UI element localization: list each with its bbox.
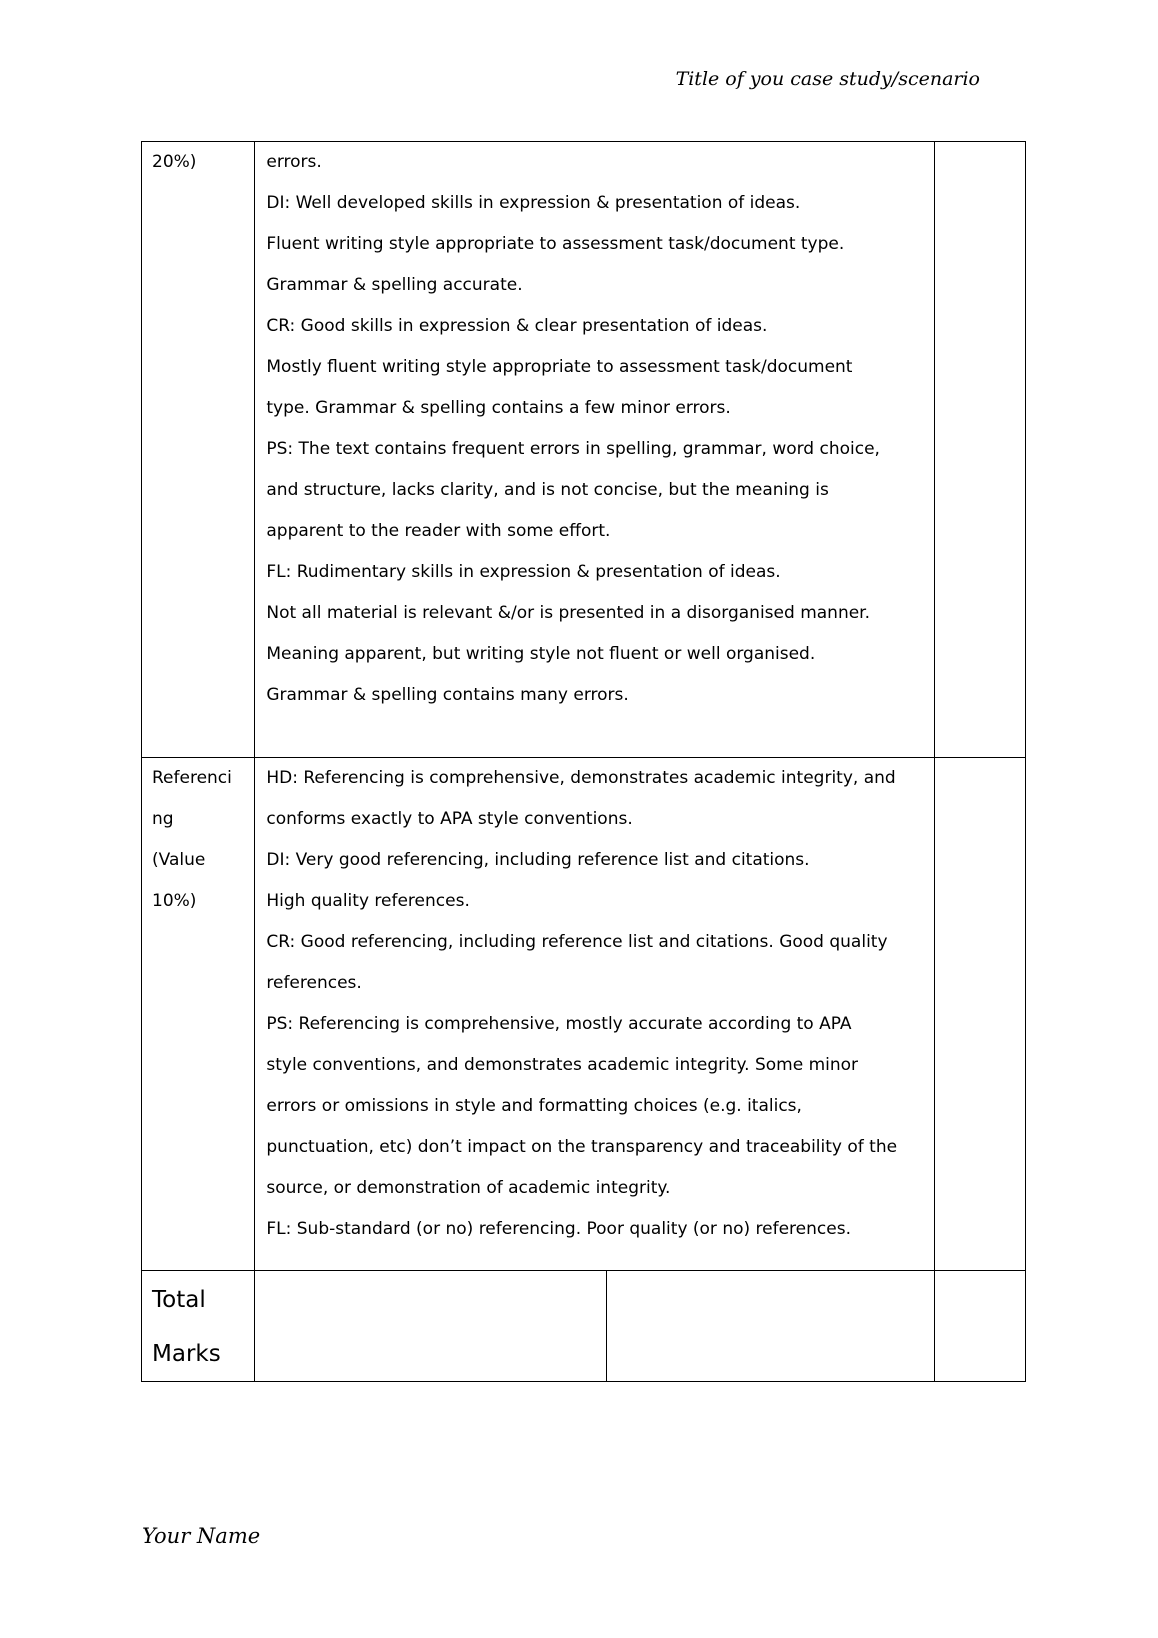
descriptor-line: PS: The text contains frequent errors in spelling, grammar, word choice,: [266, 439, 880, 459]
descriptor-line: style conventions, and demonstrates academic integrity. Some minor: [266, 1055, 859, 1075]
descriptor-cell: [255, 142, 934, 758]
total-label-line: Marks: [152, 1341, 221, 1367]
total-label-line: Total: [152, 1287, 206, 1313]
descriptor-line: Not all material is relevant &/or is presented in a disorganised manner.: [266, 603, 871, 623]
rubric-row-referencing: [142, 758, 1026, 1271]
descriptor-line: DI: Very good referencing, including reference list and citations.: [266, 850, 810, 870]
criterion-line: (Value: [152, 850, 206, 870]
mark-cell: [934, 758, 1025, 1271]
total-marks-label: [142, 1271, 255, 1382]
descriptor-line: errors or omissions in style and formatting choices (e.g. italics,: [266, 1096, 802, 1116]
rubric-row-total: [142, 1271, 1026, 1382]
descriptor-line: apparent to the reader with some effort.: [266, 521, 611, 541]
criterion-line: ng: [152, 809, 174, 829]
descriptor-line: source, or demonstration of academic integrity.: [266, 1178, 671, 1198]
descriptor-line: type. Grammar & spelling contains a few minor errors.: [266, 398, 731, 418]
descriptor-line: FL: Sub-standard (or no) referencing. Poor quality (or no) references.: [266, 1219, 851, 1239]
descriptor-line: punctuation, etc) don’t impact on the transparency and traceability of the: [266, 1137, 898, 1157]
total-cell-right: [606, 1271, 934, 1382]
descriptor-line: Grammar & spelling contains many errors.: [266, 685, 629, 705]
descriptor-line: Meaning apparent, but writing style not fluent or well organised.: [266, 644, 816, 664]
criterion-line: Referenci: [152, 768, 232, 788]
criterion-line: 20%): [152, 152, 197, 172]
descriptor-line: CR: Good skills in expression & clear presentation of ideas.: [266, 316, 768, 336]
page-header-title: Title of you case study/scenario: [675, 68, 980, 90]
descriptor-line: conforms exactly to APA style conventions.: [266, 809, 633, 829]
page-footer-author: Your Name: [142, 1524, 261, 1548]
descriptor-line: HD: Referencing is comprehensive, demonstrates academic integrity, and: [266, 768, 896, 788]
descriptor-line: Mostly fluent writing style appropriate to assessment task/document: [266, 357, 853, 377]
descriptor-line: CR: Good referencing, including reference list and citations. Good quality: [266, 932, 888, 952]
descriptor-line: and structure, lacks clarity, and is not concise, but the meaning is: [266, 480, 829, 500]
rubric-row-writing: [142, 142, 1026, 758]
mark-cell: [934, 142, 1025, 758]
descriptor-cell: [255, 758, 934, 1271]
total-mark-cell: [934, 1271, 1025, 1382]
descriptor-line: Fluent writing style appropriate to assessment task/document type.: [266, 234, 845, 254]
descriptor-line: DI: Well developed skills in expression & presentation of ideas.: [266, 193, 801, 213]
descriptor-line: FL: Rudimentary skills in expression & presentation of ideas.: [266, 562, 781, 582]
descriptor-line: Grammar & spelling accurate.: [266, 275, 523, 295]
descriptor-line: errors.: [266, 152, 322, 172]
descriptor-line: PS: Referencing is comprehensive, mostly accurate according to APA: [266, 1014, 852, 1034]
total-cell-left: [255, 1271, 606, 1382]
criterion-cell: [142, 142, 255, 758]
criterion-cell: [142, 758, 255, 1271]
descriptor-line: references.: [266, 973, 362, 993]
criterion-line: 10%): [152, 891, 197, 911]
descriptor-line: High quality references.: [266, 891, 470, 911]
marking-rubric-table: [141, 141, 1026, 1382]
